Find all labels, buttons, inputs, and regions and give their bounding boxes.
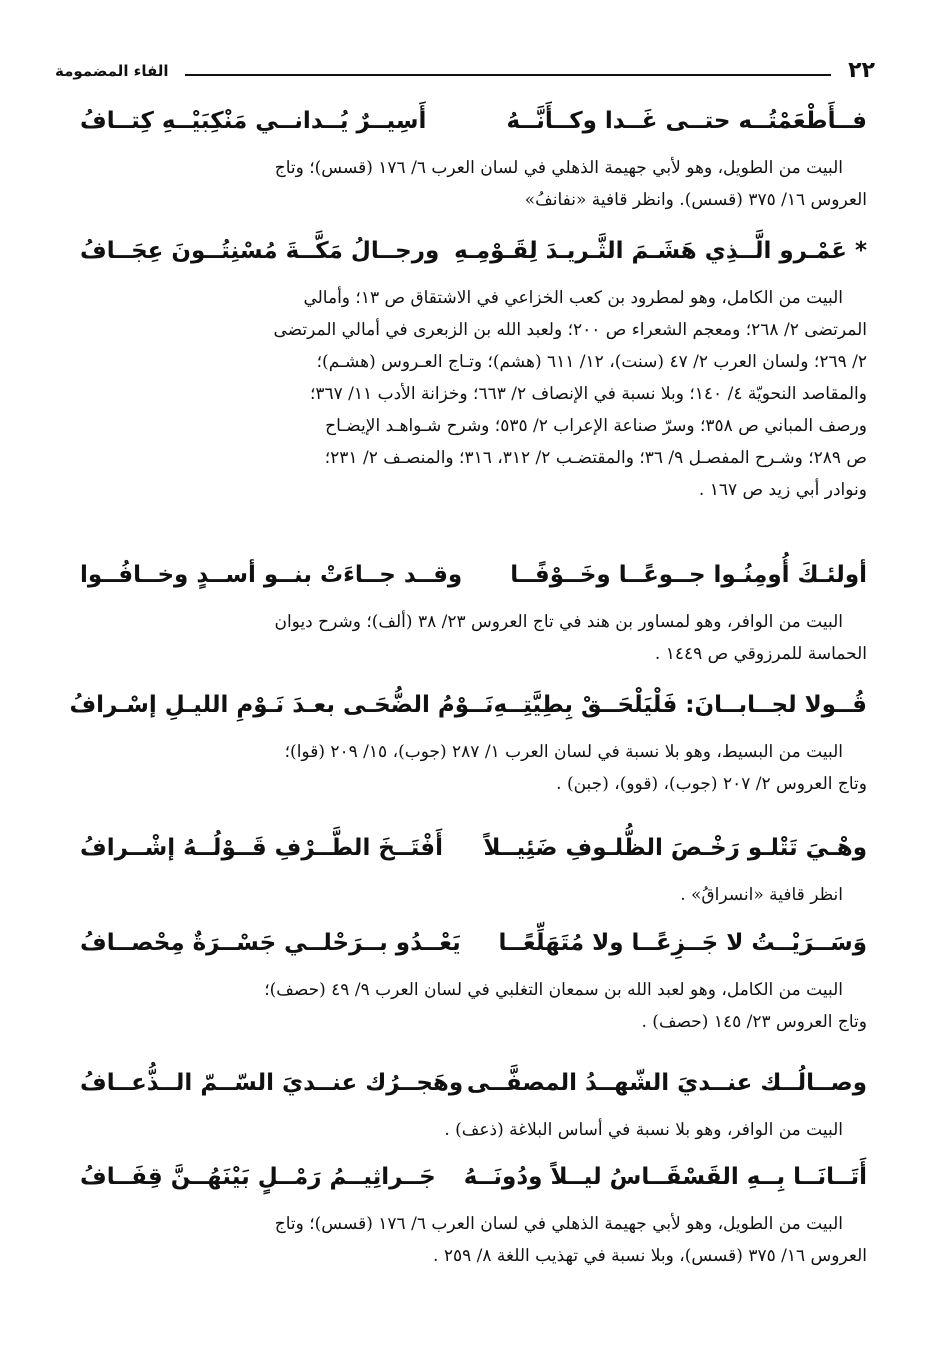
note-line: والمقاصد النحويّة ٤/ ١٤٠؛ وبلا نسبة في الإنصاف ٢/ ٦٦٣؛ وخزانة الأدب ١١/ ٣٦٧؛ bbox=[309, 384, 867, 404]
note-line: ونوادر أبي زيد ص ١٦٧ . bbox=[698, 480, 867, 500]
verse-note bbox=[80, 879, 867, 911]
page-header bbox=[55, 58, 875, 86]
verse-line bbox=[80, 1070, 867, 1110]
verse-note bbox=[80, 736, 867, 800]
note-line: وتاج العروس ٢٣/ ١٤٥ (حصف) . bbox=[641, 1012, 867, 1032]
verse-note bbox=[80, 1208, 867, 1272]
verse-entry bbox=[80, 238, 867, 506]
first-hemistich: * عَمْـرو الَّــذِي هَشَـمَ الثَّـريـدَ لِقَـوْمِـهِ bbox=[454, 238, 867, 264]
verse-note bbox=[80, 974, 867, 1038]
note-line: العروس ١٦/ ٣٧٥ (قسس). وانظر قافية «نفانفُ» bbox=[524, 190, 867, 210]
note-line: البيت من البسيط، وهو بلا نسبة في لسان العرب ١/ ٢٨٧ (جوب)، ١٥/ ٢٠٩ (قوا)؛ bbox=[284, 742, 843, 762]
second-hemistich: جَــراثِيــمُ رَمْــلٍ بَيْنَهُــنَّ قِفَــافُ bbox=[80, 1164, 436, 1190]
verse-line bbox=[80, 835, 867, 875]
verse-note bbox=[80, 152, 867, 216]
verse-entry bbox=[80, 1164, 867, 1272]
verse-entry bbox=[80, 108, 867, 216]
note-line: البيت من الكامل، وهو لمطرود بن كعب الخزاعي في الاشتقاق ص ١٣؛ وأمالي bbox=[303, 288, 843, 308]
note-line: البيت من الطويل، وهو لأبي جهيمة الذهلي في لسان العرب ٦/ ١٧٦ (قسس)؛ وتاج bbox=[274, 1214, 843, 1234]
second-hemistich: وقــد جــاءَتْ بنــو أســدٍ وخــافُــوا bbox=[80, 562, 463, 588]
note-line: البيت من الطويل، وهو لأبي جهيمة الذهلي في لسان العرب ٦/ ١٧٦ (قسس)؛ وتاج bbox=[274, 158, 843, 178]
note-line: العروس ١٦/ ٣٧٥ (قسس)، وبلا نسبة في تهذيب اللغة ٨/ ٢٥٩ . bbox=[433, 1246, 867, 1266]
first-hemistich: أَتَــانَــا بِــهِ القَسْقَــاسُ ليــلاً ودُونَــهُ bbox=[463, 1164, 867, 1190]
verse-note bbox=[80, 282, 867, 506]
verse-line bbox=[80, 1164, 867, 1204]
first-hemistich: قُــولا لجــابــانَ: فَلْيَلْحَــقْ بِطِيَّتِــهِ bbox=[493, 692, 867, 718]
verse-line bbox=[80, 562, 867, 602]
second-hemistich: وهَجــرُك عنــديَ السّــمّ الــذُّعــافُ bbox=[80, 1070, 464, 1096]
verse-entry bbox=[80, 562, 867, 670]
note-line: الحماسة للمرزوقي ص ١٤٤٩ . bbox=[654, 644, 867, 664]
note-line: انظر قافية «انسراقُ» . bbox=[680, 885, 843, 905]
first-hemistich: وهْـيَ تَتْلـو رَخْـصَ الظُّلـوفِ ضَئِيــلاً bbox=[483, 835, 867, 861]
first-hemistich: وَسَــرَيْــتُ لا جَــزِعًــا ولا مُتَهَلِّعًــا bbox=[498, 930, 867, 956]
note-line: البيت من الوافر، وهو بلا نسبة في أساس البلاغة (ذعف) . bbox=[444, 1120, 843, 1140]
second-hemistich: أَفْتَــخَ الطَّــرْفِ قَــوْلُــهُ إشْــرافُ bbox=[80, 835, 443, 861]
verse-line bbox=[69, 692, 867, 732]
running-title: الفاء المضمومة bbox=[55, 62, 169, 80]
verse-line bbox=[80, 930, 867, 970]
verse-line bbox=[80, 108, 867, 148]
first-hemistich: فــأَطْعَمْتُــه حتــى غَــدا وكــأَنَّــهُ bbox=[506, 108, 867, 134]
note-line: ص ٢٨٩؛ وشـرح المفصـل ٩/ ٣٦؛ والمقتضـب ٢/ ٣١٢، ٣١٦؛ والمنصـف ٢/ ٢٣١؛ bbox=[324, 448, 867, 468]
verse-entry bbox=[80, 930, 867, 1038]
verse-entry bbox=[69, 692, 867, 800]
second-hemistich: أَسِيــرٌ يُــدانــي مَنْكِبَيْــهِ كِتــافُ bbox=[80, 108, 427, 134]
first-hemistich: أولئـكَ أُومِنُـوا جــوعًــا وخَــوْفًــا bbox=[510, 562, 867, 588]
verse-note bbox=[80, 1114, 867, 1146]
note-line: وتاج العروس ٢/ ٢٠٧ (جوب)، (قوو)، (جبن) . bbox=[556, 774, 867, 794]
first-hemistich: وصــالُــك عنــديَ الشّهــدُ المصفَّــى bbox=[466, 1070, 867, 1096]
verse-line bbox=[80, 238, 867, 278]
second-hemistich: ورجــالُ مَكَّــةَ مُسْنِتُــونَ عِجَــافُ bbox=[80, 238, 440, 264]
header-rule bbox=[185, 74, 831, 76]
note-line: ٢/ ٢٦٩؛ ولسان العرب ٢/ ٤٧ (سنت)، ١٢/ ٦١١ (هشم)؛ وتـاج العـروس (هشـم)؛ bbox=[316, 352, 867, 372]
note-line: ورصف المباني ص ٣٥٨؛ وسرّ صناعة الإعراب ٢/ ٥٣٥؛ وشرح شـواهـد الإيضـاح bbox=[325, 416, 867, 436]
verse-entry bbox=[80, 835, 867, 911]
page-number: ٢٢ bbox=[848, 58, 875, 83]
note-line: البيت من الكامل، وهو لعبد الله بن سمعان التغلبي في لسان العرب ٩/ ٤٩ (حصف)؛ bbox=[264, 980, 843, 1000]
verse-note bbox=[80, 606, 867, 670]
second-hemistich: نَــوْمُ الضُّحَـى بعـدَ نَـوْمِ الليـلِ إسْـرافُ bbox=[69, 692, 494, 718]
second-hemistich: يَعْــدُو بــرَحْلــي جَسْــرَةٌ مِحْصــافُ bbox=[80, 930, 461, 956]
verse-entry bbox=[80, 1070, 867, 1146]
note-line: البيت من الوافر، وهو لمساور بن هند في تاج العروس ٢٣/ ٣٨ (ألف)؛ وشرح ديوان bbox=[274, 612, 843, 632]
note-line: المرتضى ٢/ ٢٦٨؛ ومعجم الشعراء ص ٢٠٠؛ ولعبد الله بن الزبعرى في أمالي المرتضى bbox=[273, 320, 867, 340]
